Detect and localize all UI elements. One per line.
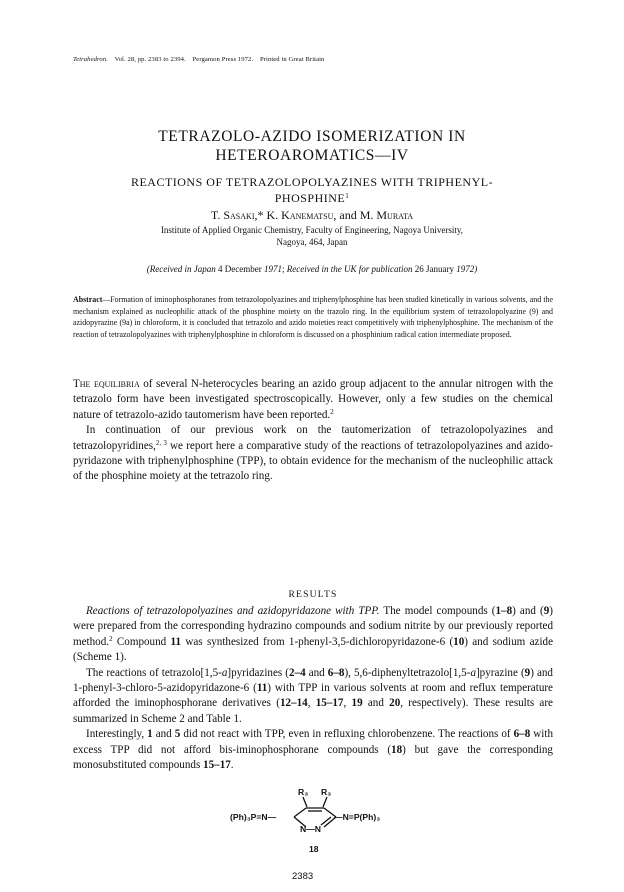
article-title-line-2: HETEROAROMATICS—IV xyxy=(215,147,409,164)
article-title-line-1: TETRAZOLO-AZIDO ISOMERIZATION IN xyxy=(158,128,466,145)
affiliation-line-2: Nagoya, 464, Japan xyxy=(276,237,348,247)
received-dates: (Received in Japan 4 December 1971; Received in the UK for publication 26 January 1972) xyxy=(146,264,478,274)
ring-nitrogens: N—N xyxy=(300,824,322,834)
volume-pages: Vol. 28, pp. 2383 to 2394. xyxy=(114,56,186,63)
abstract-text: —Formation of iminophosphoranes from tetrazolopolyazines and triphenylphosphine has been studied kinetically in various solvents, and the mechanism explained as nucleophilic attack of the phosphine moiety on the trazolo ring. In the equilibrium system of tetrazolopolyazine (9) and azidopyrazine (9a) in chloroform, it is concluded that tetrazolo and azido moieties react competitively with triphenylphosphine. The mechanism of the reaction of tetrazolopolyazines with triphenylphosphine in chloroform is discussed on a phosphinium radical cation intermediate proposed. xyxy=(73,295,553,339)
phosphorane-right: —N=P(Ph)₃ xyxy=(334,812,381,822)
chemical-structure-18 xyxy=(200,787,440,867)
substituent-r3-left: R₃ xyxy=(298,787,309,797)
results-paragraph-1: Reactions of tetrazolopolyazines and azidopyridazone with TPP. The model compounds (1–8) and (9) were prepared from the corresponding hydrazino compounds and sodium nitrite by our previously reported method.$^2$ Compound 11 was synthesized from 1-phenyl-3,5-dichloropyridazone-6 (10) and sodium azide (Scheme 1). xyxy=(73,605,554,664)
intro-paragraph-2: In continuation of our previous work on the tautomerization of tetrazolopolyazines and tetrazolopyridines,$^{2, 3}$ we report here a comparative study of the reactions of tetrazolopolyazines and azido-pyridazone with triphenylphosphine (TPP), to obtain evidence for the mechanism of the nucleophilic attack of the phosphine moiety at the tetrazolo ring. xyxy=(73,424,554,483)
phosphorane-left: (Ph)₃P=N— xyxy=(230,812,277,822)
results-paragraph-2: The reactions of tetrazolo[1,5-a]pyridazines (2–4 and 6–8), 5,6-diphenyltetrazolo[1,5-a]pyrazine (9) and 1-phenyl-3-chloro-5-azidopyridazone-6 (11) with TPP in various solvents at room and reflux temperature afforded the iminophosphorane derivatives (12–14, 15–17, 19 and 20, respectively). These results are summarized in Scheme 2 and Table 1. xyxy=(73,666,553,725)
results-section xyxy=(73,604,553,773)
results-heading: RESULTS xyxy=(288,589,338,600)
printed-in: Printed in Great Britain xyxy=(259,56,325,63)
author-murata: Murata xyxy=(376,208,414,222)
article-subtitle-line-2: PHOSPHINE$^1$ xyxy=(274,191,350,205)
publisher: Pergamon Press 1972. xyxy=(192,56,254,63)
footnote-ref: 1 xyxy=(345,192,350,200)
journal-name: Tetrahedron. xyxy=(73,56,108,63)
abstract xyxy=(73,294,553,340)
article-subtitle-line-1: REACTIONS OF TETRAZOLOPOLYAZINES WITH TRIPHENYL- xyxy=(130,175,494,189)
compound-number-18: 18 xyxy=(309,844,319,854)
intro-paragraph-1: The equilibria of several N-heterocycles bearing an azido group adjacent to the annular nitrogen with the tetrazolo form have been investigated spectroscopically. However, only a few studies on the chemical nature of tetrazolo-azido tautomerism have been reported.$^2$ xyxy=(73,378,554,421)
author-kanematsu: Kanematsu xyxy=(281,208,334,222)
affiliation-line-1: Institute of Applied Organic Chemistry, Faculty of Engineering, Nagoya University, xyxy=(160,225,464,235)
page-number: 2383 xyxy=(292,871,314,882)
abstract-label: Abstract xyxy=(73,295,103,304)
substituent-r3-right: R₃ xyxy=(321,787,332,797)
introduction xyxy=(73,377,553,485)
authors: T. Sasaki,* K. Kanematsu, and M. Murata xyxy=(210,208,414,222)
author-sasaki: Sasaki xyxy=(223,208,255,222)
running-head xyxy=(73,56,553,63)
results-paragraph-3: Interestingly, 1 and 5 did not react with TPP, even in refluxing chlorobenzene. The reactions of 6–8 with excess TPP did not afford bis-iminophosphorane compounds (18) but gave the corresponding monosubstituted compounds 15–17. xyxy=(73,728,553,772)
